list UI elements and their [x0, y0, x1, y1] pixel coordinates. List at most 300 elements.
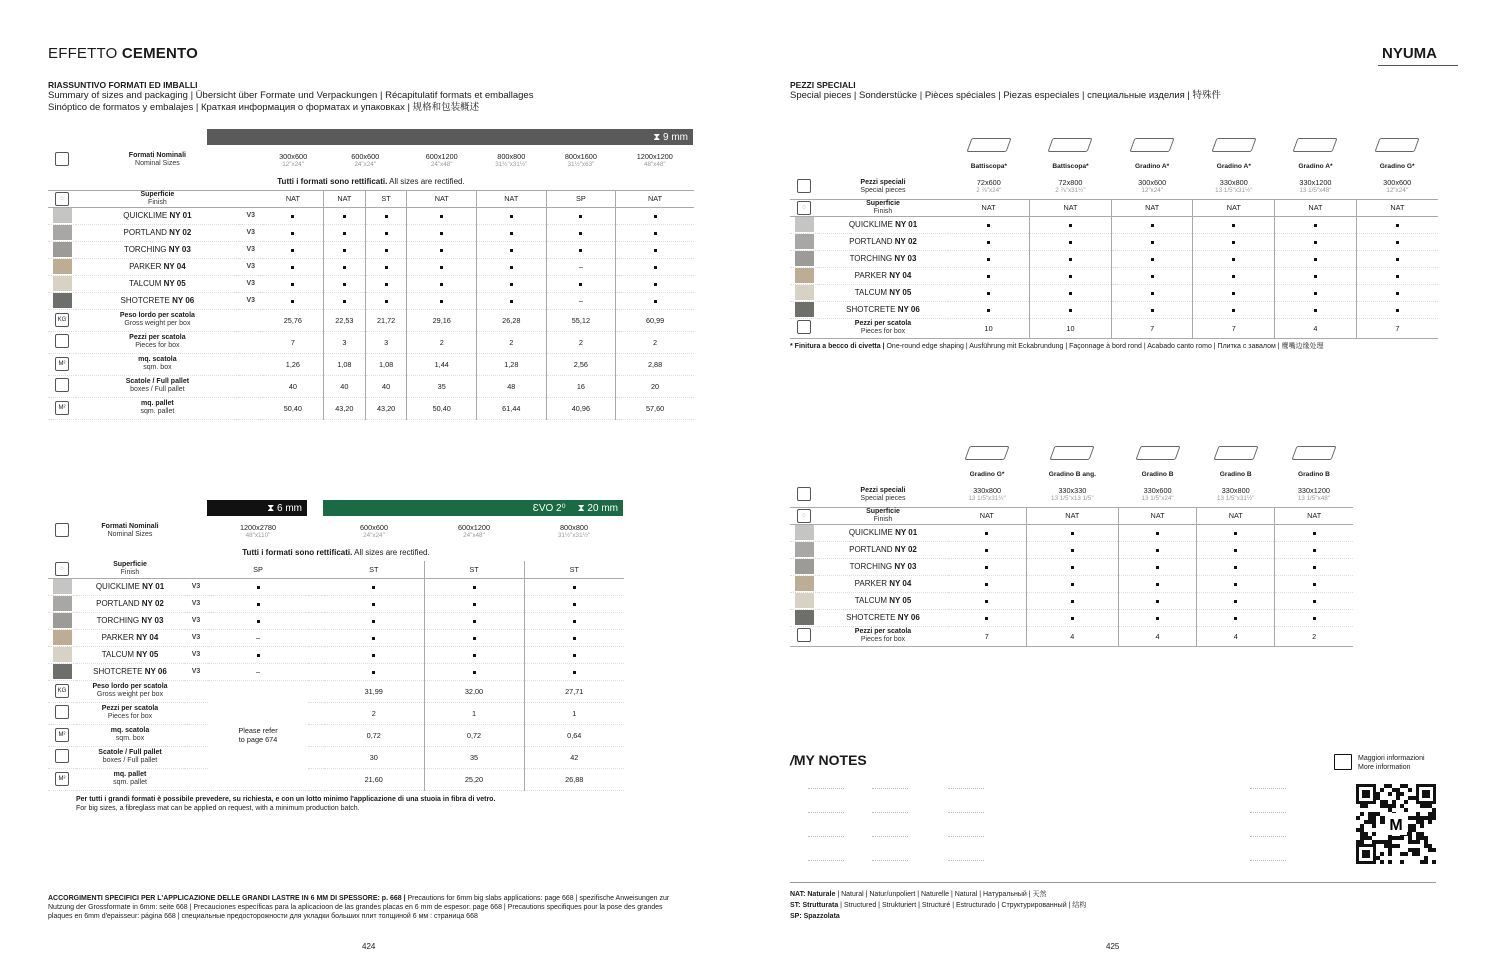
- packing-value: 1,44: [407, 353, 477, 375]
- packing-value: 2: [476, 331, 546, 353]
- thickness-bar-9mm: ⧗ 9 mm: [207, 129, 693, 145]
- area-icon: M²: [55, 357, 69, 371]
- product-row: [48, 578, 624, 595]
- notes-line: [1250, 788, 1286, 789]
- piece-shape-icon: [1048, 138, 1093, 152]
- availability-mark: [257, 586, 260, 589]
- availability-dash: –: [255, 633, 261, 642]
- piece-name: Gradino B: [1141, 471, 1174, 478]
- availability-mark: [987, 258, 990, 261]
- product-name: SHOTCRETE NY 06: [76, 292, 239, 309]
- availability-mark: [1156, 600, 1159, 603]
- legend-sp: SP: Spazzolata: [790, 913, 840, 920]
- availability-mark: [473, 620, 476, 623]
- special-pieces-table-1: Battiscopa* Battiscopa* Gradino A* Gradino A* Gradino A* Gradino G* Pezzi speciali Special pieces 72x600 2 ⅞"x24" 72x800 2 ⅞"x31½" 300x600 12"x24" 330x800 13 1/5"x31½" 330x1200 13 1/5"x48" 300x600 12"x24" ◌ Superficie Finish NAT NAT NAT NAT NAT NAT QUICKLIME NY 01 PORTLAND NY 02 TORCHING NY 03 PARKER NY 04 TALCUM NY 05 SHOTCRETE NY 06 Pezzi per scatola Pieces for box 10 10 7 7 4 7: [790, 134, 1438, 339]
- color-swatch: [53, 613, 72, 628]
- availability-dash: –: [578, 296, 583, 305]
- availability-mark: [372, 603, 375, 606]
- product-row: [48, 663, 624, 680]
- availability-mark: [1314, 309, 1317, 312]
- packing-value: 2,88: [616, 353, 694, 375]
- product-name: QUICKLIME NY 01: [76, 578, 184, 595]
- color-swatch: [53, 208, 72, 223]
- packing-value: 40: [323, 375, 365, 397]
- packing-value: 2: [546, 331, 616, 353]
- availability-mark: [291, 215, 294, 218]
- product-name: SHOTCRETE NY 06: [76, 663, 184, 680]
- availability-mark: [1232, 224, 1235, 227]
- availability-mark: [985, 583, 988, 586]
- product-row: QUICKLIME NY 01: [790, 216, 1438, 233]
- packing-value: 2,56: [546, 353, 616, 375]
- availability-mark: [440, 215, 443, 218]
- color-swatch: [53, 596, 72, 611]
- legend-st: ST: Strutturata | Structured | Strukturiert | Structuré | Estructurado | Структурированный | 结构: [790, 902, 1087, 909]
- product-name: TALCUM NY 05: [76, 646, 184, 663]
- availability-mark: [1313, 532, 1316, 535]
- availability-mark: [1313, 549, 1316, 552]
- piece-name: Gradino G*: [1379, 163, 1415, 170]
- box-icon: [797, 628, 811, 642]
- legend-nat: NAT: Naturale | Natural | Natur/unpoliert | Naturelle | Natural | Натуральный | 天然: [790, 891, 1047, 898]
- packing-value: 43,20: [365, 397, 407, 419]
- piece-shape-icon: [1050, 446, 1095, 460]
- product-name: PARKER NY 04: [76, 258, 239, 275]
- availability-mark: [343, 283, 346, 286]
- more-info-label: Maggiori informazioni: [1358, 755, 1425, 762]
- notes-line: [872, 860, 908, 861]
- variation-code: V3: [184, 612, 208, 629]
- book-icon: [1334, 754, 1352, 770]
- availability-mark: [473, 671, 476, 674]
- availability-mark: [1396, 258, 1399, 261]
- color-swatch: [795, 576, 814, 591]
- availability-mark: [1151, 309, 1154, 312]
- packing-label: Peso lordo per scatola Gross weight per box: [76, 309, 239, 331]
- section-subtitle: Special pieces | Sonderstücke | Pièces spéciales | Piezas especiales | специальные изделия | 特殊件: [790, 90, 1222, 101]
- qr-code[interactable]: [1356, 784, 1436, 864]
- product-name: TORCHING NY 03: [76, 612, 184, 629]
- availability-mark: [654, 283, 657, 286]
- piece-shape-icon: [1211, 138, 1256, 152]
- availability-mark: [1232, 292, 1235, 295]
- piece-name: Gradino B: [1297, 471, 1330, 478]
- notes-line: [872, 836, 908, 837]
- availability-mark: [510, 283, 513, 286]
- availability-mark: [1313, 566, 1316, 569]
- availability-mark: [1156, 549, 1159, 552]
- availability-mark: [1151, 224, 1154, 227]
- color-swatch: [795, 302, 814, 317]
- availability-mark: [1313, 600, 1316, 603]
- availability-mark: [987, 309, 990, 312]
- finish-code: SP: [546, 190, 616, 207]
- packing-label: mq. scatola sqm. box: [76, 353, 239, 375]
- finish-code: NAT: [323, 190, 365, 207]
- availability-mark: [654, 266, 657, 269]
- availability-mark: [385, 300, 388, 303]
- availability-mark: [1156, 532, 1159, 535]
- piece-name: Battiscopa*: [1052, 163, 1089, 170]
- availability-mark: [1156, 566, 1159, 569]
- availability-mark: [1234, 600, 1237, 603]
- product-row: SHOTCRETE NY 06: [790, 301, 1438, 318]
- availability-mark: [291, 266, 294, 269]
- weight-icon: KG: [55, 684, 69, 698]
- availability-mark: [985, 549, 988, 552]
- availability-mark: [372, 637, 375, 640]
- product-name: PARKER NY 04: [76, 629, 184, 646]
- product-row: PORTLAND NY 02: [790, 233, 1438, 250]
- section-heading: PEZZI SPECIALI: [790, 80, 856, 90]
- section-subtitle: Sinóptico de formatos y embalajes | Краткая информация о форматах и упаковках | 规格和包装概述: [48, 102, 480, 113]
- packing-value: 43,20: [323, 397, 365, 419]
- availability-mark: [510, 215, 513, 218]
- availability-mark: [343, 249, 346, 252]
- footer-precautions: ACCORGIMENTI SPECIFICI PER L'APPLICAZIONE DELLE GRANDI LASTRE IN 6 MM DI SPESSORE: p. 668 | Precautions for 6mm big slabs applications: page 668 | spezifische Anweisungen zur Nutzung der Grossformate in 6mm: seite 668 | Precauciones específicas para la aplicacioon de las grandes placas en 6 mm de espesor: page 668 | Precautions specifiques pour la pose des grandes plaques en 6mm d'epaisseur: página 668 | специальные предосторожности для укладки больших плит толщиной 6 мм : страница 668: [48, 895, 670, 920]
- product-row: [48, 241, 694, 258]
- evo-logo: ƐVO 2⁰: [532, 502, 566, 514]
- availability-mark: [372, 671, 375, 674]
- availability-mark: [372, 654, 375, 657]
- availability-mark: [473, 637, 476, 640]
- availability-mark: [1232, 241, 1235, 244]
- product-row: SHOTCRETE NY 06: [790, 609, 1353, 626]
- packing-value: 20: [616, 375, 694, 397]
- availability-mark: [291, 283, 294, 286]
- packing-value: 57,60: [616, 397, 694, 419]
- availability-mark: [1151, 241, 1154, 244]
- box-icon: [797, 320, 811, 334]
- piece-shape-icon: [1291, 446, 1336, 460]
- pallet-icon: [55, 749, 69, 763]
- packing-value: 35: [407, 375, 477, 397]
- availability-mark: [985, 600, 988, 603]
- page-title: EFFETTO CEMENTO: [48, 45, 198, 62]
- color-swatch: [795, 593, 814, 608]
- packing-value: 1,26: [263, 353, 324, 375]
- color-swatch: [53, 242, 72, 257]
- piece-name: Gradino A*: [1135, 163, 1170, 170]
- color-swatch: [795, 285, 814, 300]
- product-row: TALCUM NY 05: [790, 592, 1353, 609]
- availability-mark: [1071, 532, 1074, 535]
- finish-code: NAT: [616, 190, 694, 207]
- variation-code: V3: [239, 258, 263, 275]
- legend-divider: [790, 882, 1436, 883]
- availability-mark: [987, 292, 990, 295]
- svg-text:M: M: [1389, 817, 1403, 834]
- section-heading: RIASSUNTIVO FORMATI ED IMBALLI: [48, 80, 198, 90]
- availability-mark: [1151, 292, 1154, 295]
- variation-code: V3: [239, 292, 263, 309]
- more-info-label-en: More information: [1358, 764, 1411, 771]
- fibreglass-note: Per tutti i grandi formati è possibile prevedere, su richiesta, e con un lotto minimo l'applicazione di una stuoia in fibra di vetro. For big sizes, a fibreglass mat can be applied on request, with a minimum production batch.: [76, 796, 496, 812]
- availability-mark: [1156, 617, 1159, 620]
- packing-value: 1,28: [476, 353, 546, 375]
- color-swatch: [53, 259, 72, 274]
- availability-mark: [343, 215, 346, 218]
- availability-mark: [985, 617, 988, 620]
- availability-mark: [257, 620, 260, 623]
- formats-label: Formati Nominali Nominal Sizes: [128, 152, 186, 167]
- availability-mark: [579, 249, 582, 252]
- variation-code: V3: [239, 207, 263, 224]
- pallet-icon: [55, 378, 69, 392]
- availability-mark: [1396, 224, 1399, 227]
- availability-mark: [440, 249, 443, 252]
- variation-code: V3: [239, 241, 263, 258]
- packing-value: 1,08: [323, 353, 365, 375]
- brand-divider: [1378, 65, 1458, 66]
- packing-label: Pezzi per scatola Pieces for box: [76, 331, 239, 353]
- availability-mark: [440, 283, 443, 286]
- color-swatch: [795, 268, 814, 283]
- box-icon: [55, 705, 69, 719]
- variation-code: V3: [239, 224, 263, 241]
- product-row: [48, 646, 624, 663]
- product-row: QUICKLIME NY 01: [790, 524, 1353, 541]
- packing-value: 1,08: [365, 353, 407, 375]
- availability-mark: [1069, 292, 1072, 295]
- packing-value: 2: [616, 331, 694, 353]
- availability-mark: [579, 232, 582, 235]
- availability-mark: [440, 232, 443, 235]
- availability-mark: [1071, 566, 1074, 569]
- color-swatch: [795, 251, 814, 266]
- piece-shape-icon: [965, 446, 1010, 460]
- availability-mark: [385, 232, 388, 235]
- packing-value: 21,72: [365, 309, 407, 331]
- finish-code: NAT: [407, 190, 477, 207]
- more-info[interactable]: [1334, 754, 1425, 772]
- packing-value: 26,28: [476, 309, 546, 331]
- weight-icon: KG: [55, 313, 69, 327]
- product-name: PORTLAND NY 02: [76, 224, 239, 241]
- product-row: TORCHING NY 03: [790, 250, 1438, 267]
- availability-mark: [385, 283, 388, 286]
- color-swatch: [53, 647, 72, 662]
- availability-mark: [510, 266, 513, 269]
- availability-mark: [985, 566, 988, 569]
- finish-icon: ◌: [55, 562, 69, 576]
- availability-mark: [1069, 275, 1072, 278]
- sizes-table-6-20mm: Formati Nominali Nominal Sizes 1200x2780 48"x110" 600x600 24"x24" 600x1200 24"x48" 800x800 31½"x31½" Tutti i formati sono rettificati. All sizes are rectified. ◌ Superficie Finish SP ST ST ST QUICKLIME NY 01 V3 PORTLAND NY 02 V3 TORCHING NY 03 V3 PARKER NY 04 V3 – TALCUM NY 05 V3 SHOTCRETE NY 06 V3 – KG Peso lordo per scatola Gross weight per box Please refer to page 674 31,99 32,00 27,71 Pezzi per scatola Pieces for box 2 1 1 M² mq. scatola sqm. box 0,72 0,72 0,64 Scatole / Full pallet boxes / Full pallet 30 35 42 M² mq. pallet sqm. pallet 21,60 25,20 26,88: [48, 518, 624, 791]
- piece-shape-icon: [1135, 446, 1180, 460]
- availability-mark: [579, 283, 582, 286]
- availability-mark: [440, 266, 443, 269]
- notes-line: [948, 812, 984, 813]
- notes-line: [872, 812, 908, 813]
- right-heading-block: [790, 80, 1221, 102]
- piece-name: Gradino B ang.: [1048, 471, 1096, 478]
- pallet-area-icon: M²: [55, 772, 69, 786]
- notes-line: [872, 788, 908, 789]
- packing-value: 40: [365, 375, 407, 397]
- notes-line: [948, 836, 984, 837]
- availability-dash: –: [578, 262, 583, 271]
- refer-note: Please refer to page 674: [208, 680, 308, 790]
- packing-value: 16: [546, 375, 616, 397]
- color-swatch: [795, 542, 814, 557]
- product-row: PARKER NY 04: [790, 267, 1438, 284]
- color-swatch: [53, 225, 72, 240]
- availability-mark: [987, 275, 990, 278]
- packing-value: 25,76: [263, 309, 324, 331]
- variation-code: V3: [184, 663, 208, 680]
- color-swatch: [795, 610, 814, 625]
- availability-mark: [1156, 583, 1159, 586]
- availability-mark: [654, 249, 657, 252]
- availability-mark: [985, 532, 988, 535]
- finish-code: NAT: [263, 190, 324, 207]
- availability-mark: [1396, 309, 1399, 312]
- brand-name: NYUMA: [1382, 45, 1437, 62]
- pallet-area-icon: M²: [55, 401, 69, 415]
- availability-mark: [257, 603, 260, 606]
- piece-name: Gradino A*: [1298, 163, 1333, 170]
- piece-icon: [797, 487, 811, 501]
- availability-mark: [473, 603, 476, 606]
- sizes-table-9mm: Formati Nominali Nominal Sizes 300x600 12"x24" 600x600 24"x24" 600x1200 24"x48" 800x800 31½"x31½" 800x1600 31½"x63" 1200x1200 48"x48" Tutti i formati sono rettificati. All sizes are rectified. ◌ Superficie Finish NAT NAT ST NAT NAT SP NAT QUICKLIME NY 01 V3 PORTLAND NY 02 V3 TORCHING NY 03 V3 PARKER NY 04 V3 – TALCUM NY 05 V3 SHOTCRETE NY 06 V3 – KG Peso lordo per scatola Gross weight per box 25,76 22,53 21,72 29,16 26,28 55,12 60,99 Pezzi per scatola Pieces for box 7 3 3 2 2 2 2 M² mq. scatola sqm. box 1,26 1,08 1,08 1,44 1,28 2,56 2,88 Scatole / Full pallet boxes / Full pallet 40 40 40 35 48 16 20 M² mq. pallet sqm. pallet 50,40 43,20 43,20 50,40 61,44 40,96 57,60: [48, 147, 694, 420]
- availability-dash: –: [255, 667, 261, 676]
- left-heading-block: [48, 80, 533, 114]
- variation-code: V3: [184, 646, 208, 663]
- packing-value: 61,44: [476, 397, 546, 419]
- size-icon: [55, 152, 69, 166]
- availability-mark: [987, 241, 990, 244]
- piece-shape-icon: [1130, 138, 1175, 152]
- piece-name: Gradino B: [1219, 471, 1252, 478]
- availability-mark: [291, 249, 294, 252]
- availability-mark: [385, 249, 388, 252]
- notes-line: [808, 788, 844, 789]
- availability-mark: [1314, 275, 1317, 278]
- availability-mark: [1232, 275, 1235, 278]
- availability-mark: [1232, 309, 1235, 312]
- packing-value: 50,40: [263, 397, 324, 419]
- product-row: [48, 224, 694, 241]
- product-row: [48, 595, 624, 612]
- availability-mark: [1396, 275, 1399, 278]
- availability-mark: [473, 586, 476, 589]
- packing-value: 40,96: [546, 397, 616, 419]
- availability-mark: [291, 300, 294, 303]
- packing-value: 55,12: [546, 309, 616, 331]
- finish-icon: ◌: [797, 201, 811, 215]
- special-pieces-table-2: Gradino G* Gradino B ang. Gradino B Gradino B Gradino B Pezzi speciali Special pieces 330x800 13 1/5"x31½" 330x330 13 1/5"x13 1/5" 330x600 13 1/5"x24" 330x800 13 1/5"x31½" 330x1200 13 1/5"x48" ◌ Superficie Finish NAT NAT NAT NAT NAT QUICKLIME NY 01 PORTLAND NY 02 TORCHING NY 03 PARKER NY 04 TALCUM NY 05 SHOTCRETE NY 06 Pezzi per scatola Pieces for box 7 4 4 4 2: [790, 442, 1353, 647]
- packing-value: 48: [476, 375, 546, 397]
- availability-mark: [1313, 617, 1316, 620]
- availability-mark: [654, 232, 657, 235]
- product-row: [48, 612, 624, 629]
- availability-mark: [1232, 258, 1235, 261]
- area-icon: M²: [55, 728, 69, 742]
- availability-mark: [1151, 275, 1154, 278]
- availability-mark: [372, 620, 375, 623]
- availability-mark: [573, 671, 576, 674]
- availability-mark: [1234, 549, 1237, 552]
- availability-mark: [573, 586, 576, 589]
- availability-mark: [1396, 241, 1399, 244]
- color-swatch: [53, 276, 72, 291]
- finish-icon: ◌: [797, 509, 811, 523]
- packing-value: 3: [365, 331, 407, 353]
- piece-name: Gradino A*: [1216, 163, 1251, 170]
- availability-mark: [1396, 292, 1399, 295]
- packing-value: 7: [263, 331, 324, 353]
- packing-value: 3: [323, 331, 365, 353]
- availability-mark: [1234, 532, 1237, 535]
- finish-code: ST: [365, 190, 407, 207]
- my-notes-title: /MY NOTES: [790, 752, 867, 768]
- availability-mark: [1234, 566, 1237, 569]
- product-row: TALCUM NY 05: [790, 284, 1438, 301]
- availability-mark: [573, 603, 576, 606]
- availability-mark: [1069, 309, 1072, 312]
- packing-value: 29,16: [407, 309, 477, 331]
- color-swatch: [795, 217, 814, 232]
- product-row: [48, 207, 694, 224]
- product-name: PORTLAND NY 02: [76, 595, 184, 612]
- availability-mark: [1071, 600, 1074, 603]
- availability-mark: [1234, 583, 1237, 586]
- availability-mark: [473, 654, 476, 657]
- product-row: [48, 258, 694, 275]
- section-subtitle: Summary of sizes and packaging | Übersicht über Formate und Verpackungen | Récapitulatif formats et emballages: [48, 90, 534, 101]
- availability-mark: [573, 654, 576, 657]
- product-name: TORCHING NY 03: [76, 241, 239, 258]
- color-swatch: [795, 525, 814, 540]
- availability-mark: [510, 300, 513, 303]
- availability-mark: [372, 586, 375, 589]
- piece-name: Battiscopa*: [970, 163, 1007, 170]
- availability-mark: [1151, 258, 1154, 261]
- rectified-note: Tutti i formati sono rettificati. All sizes are rectified.: [277, 176, 465, 186]
- notes-line: [808, 860, 844, 861]
- product-row: [48, 629, 624, 646]
- availability-mark: [573, 620, 576, 623]
- packing-value: 40: [263, 375, 324, 397]
- packing-value: 60,99: [616, 309, 694, 331]
- color-swatch: [53, 664, 72, 679]
- piece-icon: [797, 179, 811, 193]
- packing-label: mq. pallet sqm. pallet: [76, 397, 239, 419]
- availability-mark: [1314, 292, 1317, 295]
- notes-line: [808, 836, 844, 837]
- piece-shape-icon: [1213, 446, 1258, 460]
- availability-mark: [1071, 583, 1074, 586]
- availability-mark: [579, 215, 582, 218]
- availability-mark: [1069, 258, 1072, 261]
- page-number-left: 424: [362, 942, 376, 951]
- availability-mark: [510, 232, 513, 235]
- notes-line: [948, 860, 984, 861]
- color-swatch: [795, 234, 814, 249]
- color-swatch: [795, 559, 814, 574]
- box-icon: [55, 334, 69, 348]
- piece-shape-icon: [1375, 138, 1420, 152]
- thickness-bar-20mm: [323, 500, 623, 516]
- round-edge-note: * Finitura a becco di civetta | One-round edge shaping | Ausführung mit Eckabrundung | Façonnage à bord rond | Acabado canto romo | Плитка с завалом | 鹰嘴边缘处理: [790, 343, 1324, 350]
- availability-mark: [343, 266, 346, 269]
- product-row: PARKER NY 04: [790, 575, 1353, 592]
- piece-name: Gradino G*: [969, 471, 1005, 478]
- availability-mark: [385, 215, 388, 218]
- availability-mark: [510, 249, 513, 252]
- availability-mark: [1069, 224, 1072, 227]
- notes-line: [948, 788, 984, 789]
